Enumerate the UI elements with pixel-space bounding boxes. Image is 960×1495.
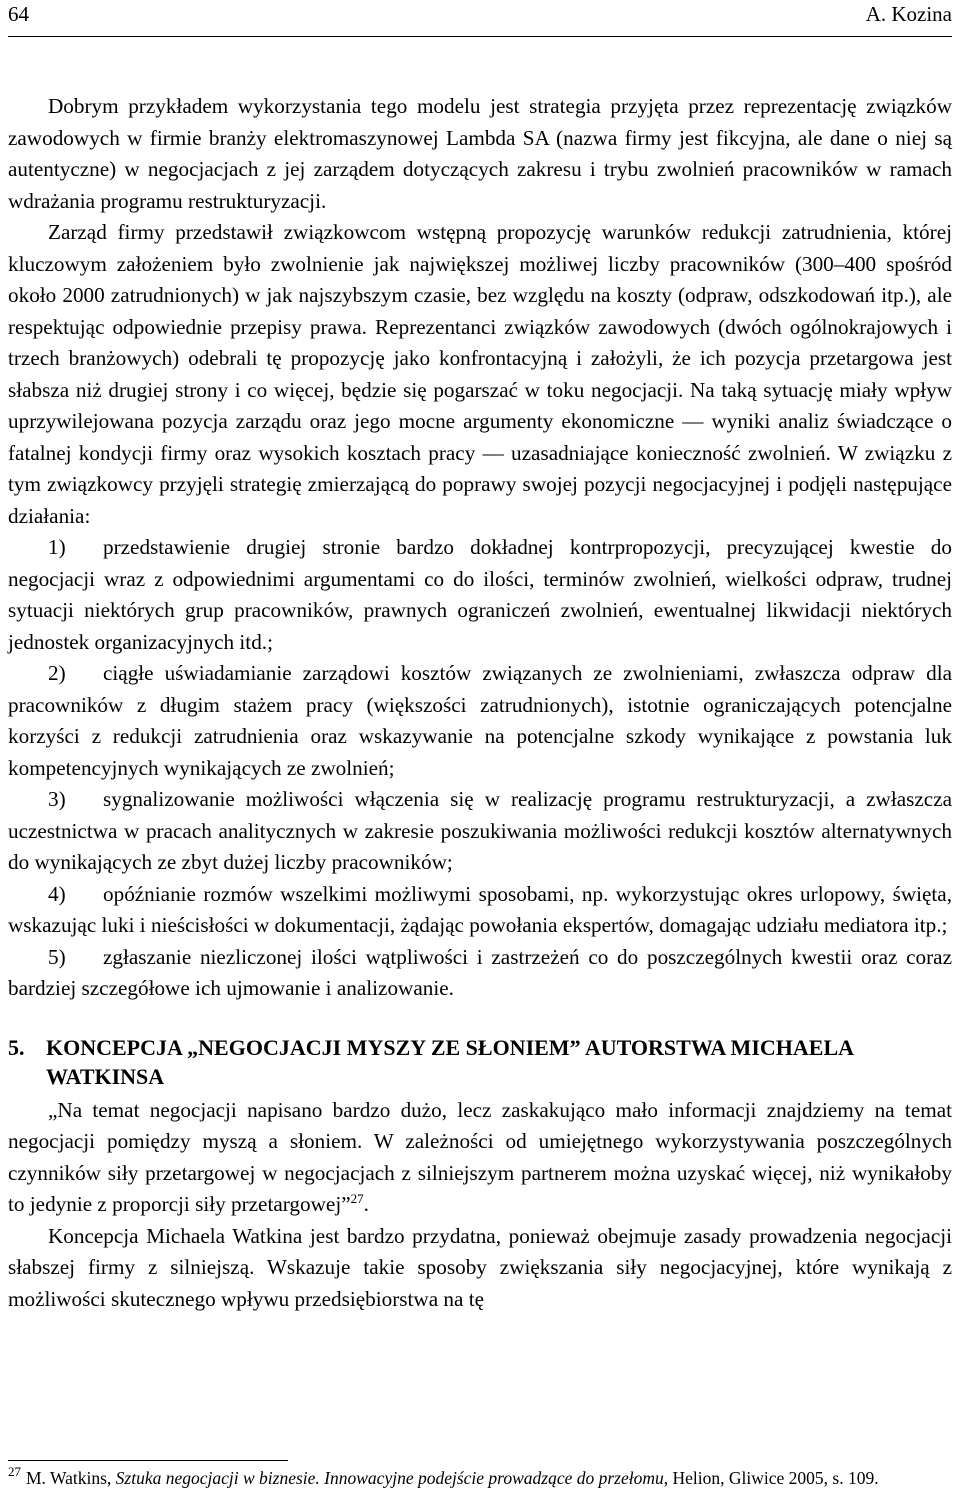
quote-end: . (363, 1192, 369, 1216)
list-item (8, 784, 952, 879)
section-heading (8, 1033, 952, 1091)
paragraph-watkins: Koncepcja Michaela Watkina jest bardzo przydatna, ponieważ obejmuje zasady prowadzenia negocjacji słabszej firmy z silniejszą. Wskazuje takie sposoby zwiększania siły negocjacyjnej, które wynikają z możliwości skutecznego wpływu przedsiębiorstwa na tę (8, 1223, 952, 1311)
running-header (8, 0, 952, 37)
footnote-title: Sztuka negocjacji w biznesie. Innowacyjne podejście prowadzące do przełomu (115, 1468, 664, 1488)
list-item-text: przedstawienie drugiej stronie bardzo dokładnej kontrpropozycji, precyzującej kwestie do negocjacji wraz z odpowiednimi argumentami co do ilości, terminów zwolnień, wielkości odpraw, trudnej sytuacji niektórych grup pracowników, prawnych ograniczeń zwolnień, ewentualnej likwidacji niektórych jednostek organizacyjnych itd.; (8, 535, 952, 654)
list-item (8, 532, 952, 658)
quote-paragraph (8, 1095, 952, 1221)
page (8, 0, 952, 1315)
page-number: 64 (8, 2, 29, 26)
footnote-publisher: , Helion, Gliwice 2005, s. 109. (663, 1468, 879, 1488)
footnote (8, 1466, 948, 1490)
list-item-number: 5) (48, 944, 66, 969)
section-title: KONCEPCJA „NEGOCJACJI MYSZY ZE SŁONIEM” AUTORSTWA MICHAELA WATKINSA (46, 1034, 853, 1089)
list-item (8, 658, 952, 784)
list-item-text: sygnalizowanie możliwości włączenia się w realizację programu restrukturyzacji, a zwłaszcza uczestnictwa w pracach analitycznych w zakresie poszukiwania możliwości redukcji kosztów alternatywnych do wynikających ze zbyt dużej liczby pracowników; (8, 787, 952, 874)
footnote-ref[interactable]: 27 (350, 1190, 364, 1206)
paragraph-intro: Dobrym przykładem wykorzystania tego modelu jest strategia przyjęta przez reprezentację związków zawodowych w firmie branży elektromaszynowej Lambda SA (nazwa firmy jest fikcyjna, ale dane o niej są autentyczne) w negocjacjach z jej zarządem dotyczących zakresu i trybu zwolnień pracowników w ramach wdrażania programu restrukturyzacji. (8, 94, 952, 213)
footnote-divider (8, 1460, 288, 1461)
footnote-author: M. Watkins, (26, 1468, 116, 1488)
list-item-text: opóźnianie rozmów wszelkimi możliwymi sposobami, np. wykorzystując okres urlopowy, święta, wskazując luki i nieścisłości w dokumentacji, żądając powołania ekspertów, domagając udziału mediatora itp.; (8, 881, 952, 937)
list-item-number: 3) (48, 787, 66, 811)
list-item-number: 1) (48, 535, 66, 559)
quote-text: „Na temat negocjacji napisano bardzo dużo, lecz zaskakująco mało informacji znajdziemy na temat negocjacji pomiędzy myszą a słoniem. W zależności od umiejętnego wykorzystywania poszczególnych czynników siły przetargowej w negocjacjach z silniejszym partnerem można uzyskać więcej, niż wynikałoby to jedynie z proporcji siły przetargowej” (8, 1097, 952, 1216)
section-number: 5. (8, 1034, 25, 1060)
list-item-number: 2) (48, 661, 66, 685)
list-item (8, 942, 952, 1005)
body-text (8, 91, 952, 1315)
list-item-number: 4) (48, 881, 66, 906)
paragraph-case: Zarząd firmy przedstawił związkowcom wstępną propozycję warunków redukcji zatrudnienia, której kluczowym założeniem było zwolnienie jak największej możliwej liczby pracowników (300–400 spośród około 2000 zatrudnionych) w jak najszybszym czasie, bez względu na koszty (odpraw, odszkodowań itp.), ale respektując odpowiednie przepisy prawa. Reprezentanci związków zawodowych (dwóch ogólnokrajowych i trzech branżowych) odebrali tę propozycję jako konfrontacyjną i założyli, że ich pozycja przetargowa jest słabsza niż drugiej strony i co więcej, będzie się pogarszać w toku negocjacji. Na taką sytuację miały wpływ uprzywilejowana pozycja zarządu oraz jego mocne argumenty ekonomiczne — wyniki analiz świadczące o fatalnej kondycji firmy oraz wysokich kosztach pracy — uzasadniające konieczność zwolnień. W związku z tym związkowcy przyjęli strategię zmierzającą do poprawy swojej pozycji negocjacyjnej i podjęli następujące działania: (8, 220, 952, 528)
footnote-text (8, 1466, 948, 1490)
list-item-text: zgłaszanie niezliczonej ilości wątpliwości i zastrzeżeń co do poszczególnych kwestii oraz coraz bardziej szczegółowe ich ujmowanie i analizowanie. (8, 944, 952, 1000)
footnote-number: 27 (8, 1464, 21, 1479)
running-author: A. Kozina (865, 2, 952, 26)
list-item (8, 879, 952, 942)
list-item-text: ciągłe uświadamianie zarządowi kosztów związanych ze zwolnieniami, zwłaszcza odpraw dla pracowników z długim stażem pracy (większości zatrudnionych), istotnie ograniczających potencjalne korzyści z redukcji zatrudnienia oraz wskazywanie na potencjalne szkody wynikające z powstania luk kompetencyjnych wynikających ze zwolnień; (8, 661, 952, 780)
